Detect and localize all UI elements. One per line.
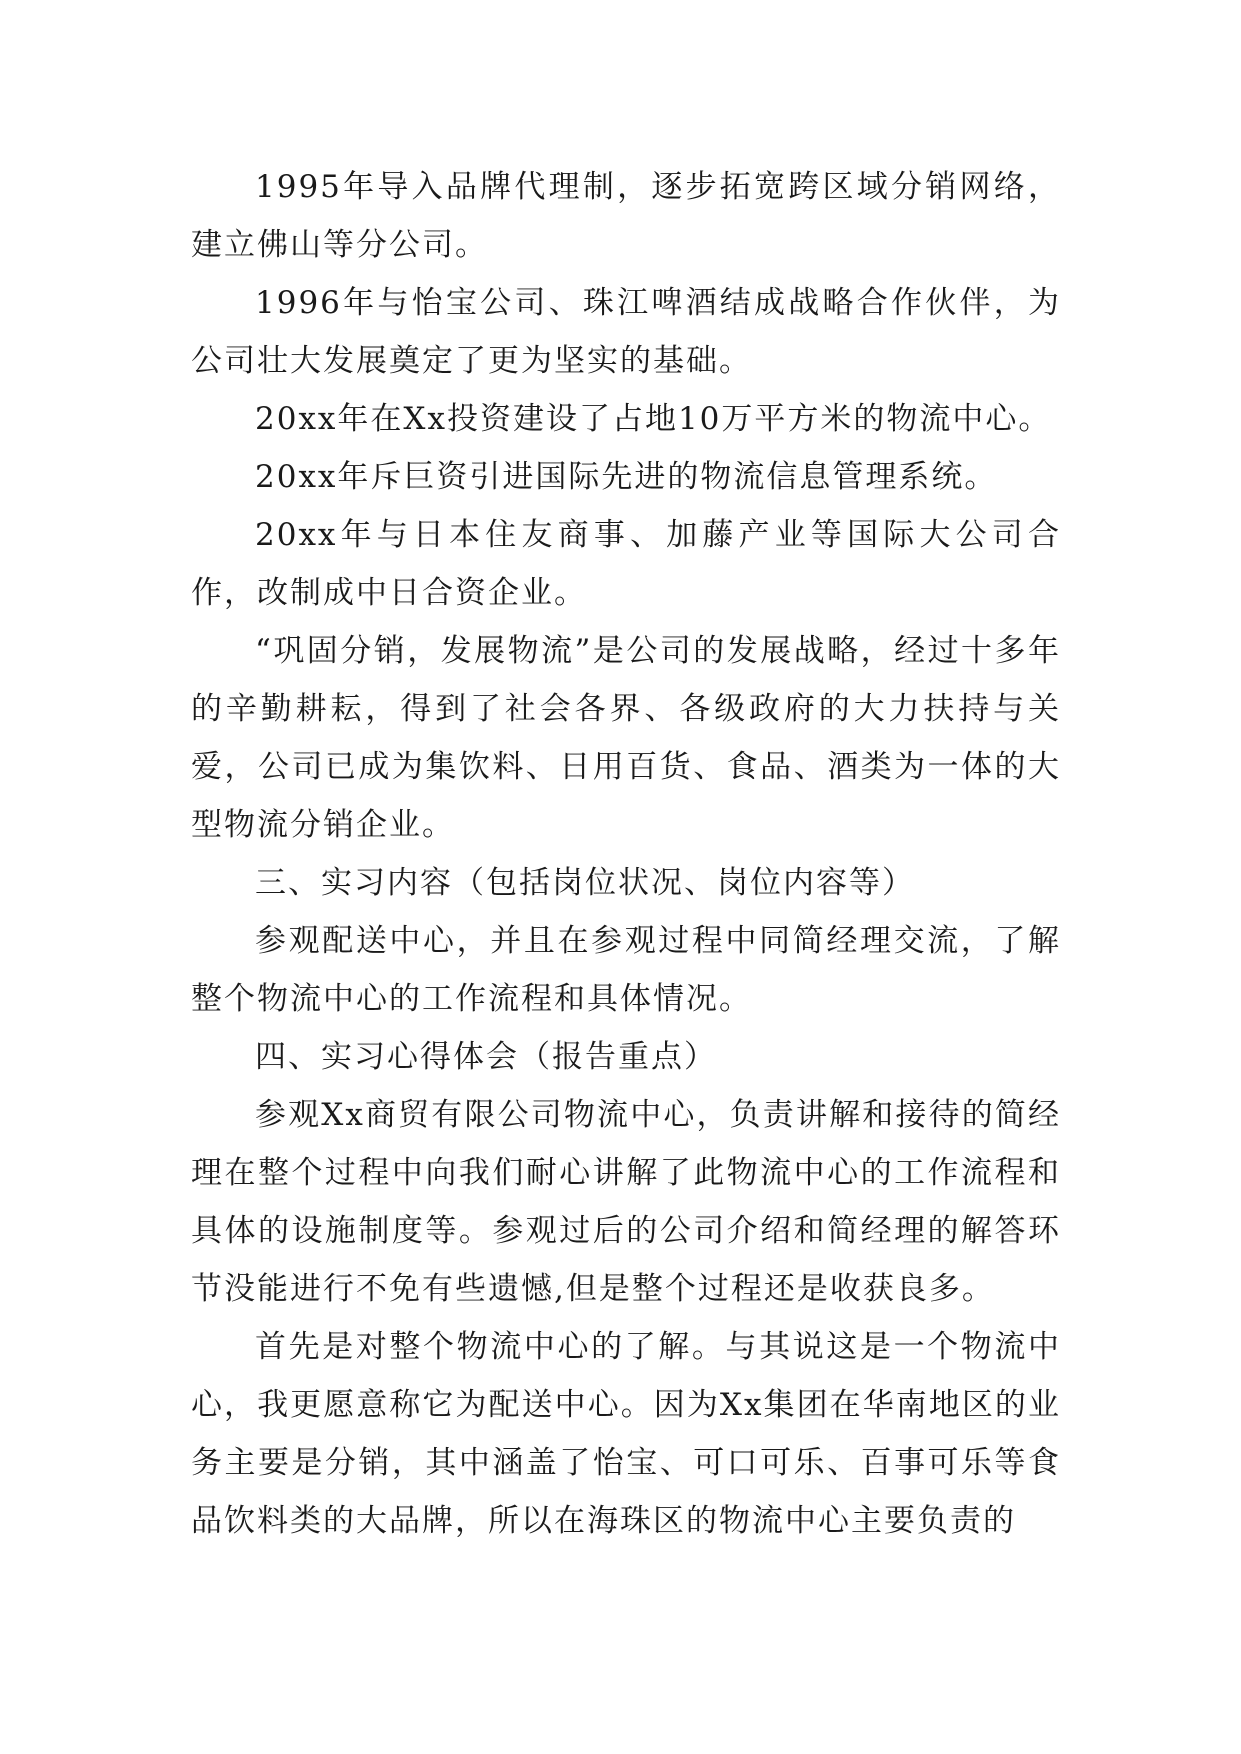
paragraph-joint-venture: 20xx年与日本住友商事、加藤产业等国际大公司合作，改制成中日合资企业。 <box>191 517 1061 611</box>
document-body <box>191 158 1061 1550</box>
paragraph-logistics-center-investment: 20xx年在Xx投资建设了占地10万平方米的物流中心。 <box>255 401 1052 437</box>
paragraph-logistics-system: 20xx年斥巨资引进国际先进的物流信息管理系统。 <box>255 459 998 495</box>
paragraph-visit-distribution-center: 参观配送中心，并且在参观过程中同简经理交流，了解整个物流中心的工作流程和具体情况。 <box>191 923 1061 1017</box>
paragraph-1996-partnership: 1996年与怡宝公司、珠江啤酒结成战略合作伙伴，为公司壮大发展奠定了更为坚实的基础。 <box>191 285 1061 379</box>
paragraph-visit-summary: 参观Xx商贸有限公司物流中心，负责讲解和接待的简经理在整个过程中向我们耐心讲解了此物流中心的工作流程和具体的设施制度等。参观过后的公司介绍和简经理的解答环节没能进行不免有些遗憾,但是整个过程还是收获良多。 <box>191 1097 1061 1307</box>
paragraph-1995-brand-agency: 1995年导入品牌代理制，逐步拓宽跨区域分销网络，建立佛山等分公司。 <box>191 169 1061 263</box>
paragraph-understanding-logistics-center: 首先是对整个物流中心的了解。与其说这是一个物流中心，我更愿意称它为配送中心。因为Xx集团在华南地区的业务主要是分销，其中涵盖了怡宝、可口可乐、百事可乐等食品饮料类的大品牌，所以在海珠区的物流中心主要负责的 <box>191 1329 1061 1539</box>
paragraph-development-strategy: “巩固分销，发展物流”是公司的发展战略，经过十多年的辛勤耕耘，得到了社会各界、各级政府的大力扶持与关爱，公司已成为集饮料、日用百货、食品、酒类为一体的大型物流分销企业。 <box>191 633 1061 843</box>
section-heading-internship-reflections: 四、实习心得体会（报告重点） <box>255 1039 717 1075</box>
section-heading-internship-content: 三、实习内容（包括岗位状况、岗位内容等） <box>255 865 915 901</box>
